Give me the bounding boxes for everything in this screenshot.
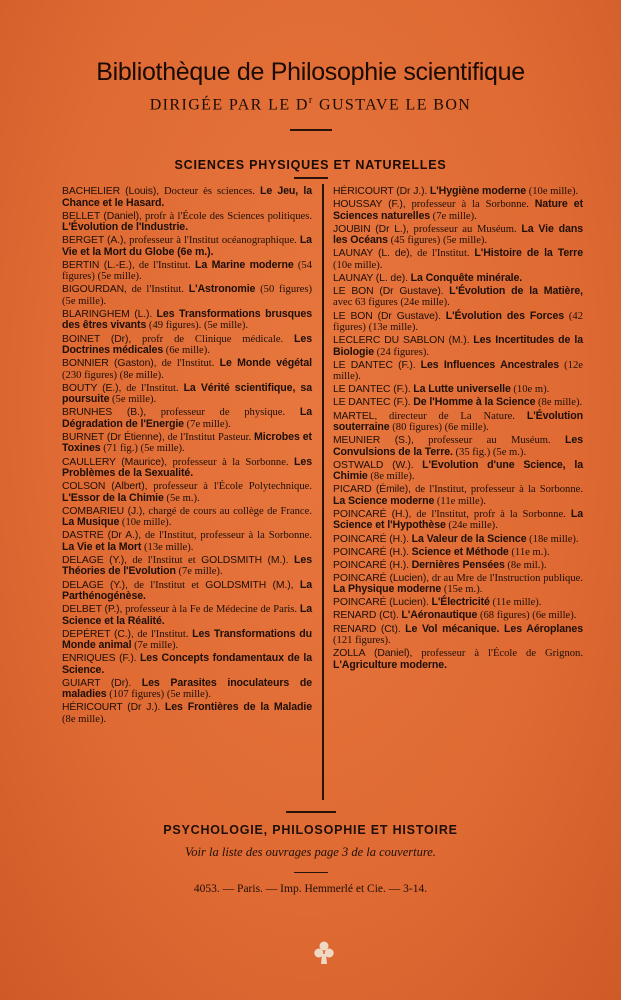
entry-extra: (10e mille). (333, 259, 383, 271)
entry-author: POINCARÉ (Lucien). (333, 597, 429, 609)
book-entry (62, 457, 312, 480)
entry-extra: (12e mille). (333, 359, 583, 383)
book-entry (62, 407, 312, 430)
entry-author: BERTIN (L.-E.), (62, 259, 135, 271)
entry-extra: (18e mille). (526, 533, 579, 545)
book-entry (333, 534, 583, 546)
entry-extra: (7e mille). (430, 210, 477, 222)
entry-author: HOUSSAY (F.), (333, 199, 406, 211)
entry-description: professeur à la Sorbonne. (167, 456, 295, 468)
entry-title: La Marine moderne (194, 258, 294, 271)
entry-extra: (5e mille). (109, 394, 157, 406)
entry-description: de l'Institut et (127, 579, 206, 591)
entry-extra: (10e mille). (119, 517, 172, 529)
book-entry (333, 435, 583, 458)
entry-title: Les Transformations brusques des êtres vivants (62, 307, 312, 332)
entry-author: MEUNIER (S.), (333, 435, 414, 447)
book-entry (333, 199, 583, 222)
entry-author: BOUTY (E.), (62, 382, 122, 394)
entry-description: profr à l'École des Sciences politiques. (141, 210, 312, 222)
entry-extra: (230 figures) (8e mille). (62, 369, 164, 381)
entry-author: BIGOURDAN, (62, 284, 127, 296)
book-entry (333, 597, 583, 609)
book-entry (62, 580, 312, 603)
entry-title: La Science moderne (333, 494, 435, 507)
book-entry (333, 335, 583, 358)
entry-extra: (7e mille). (131, 640, 179, 652)
entry-description: de l'Institut et (126, 554, 202, 566)
entry-author: COMBARIEU (J.), (62, 505, 145, 517)
book-entry (333, 648, 583, 671)
entry-description: Docteur ès sciences. (159, 186, 260, 197)
entry-author: BLARINGHEM (L.). (62, 308, 153, 320)
entry-extra: (11e m.). (508, 546, 550, 558)
book-entry (62, 530, 312, 553)
entry-title: La Conquête minérale. (410, 271, 523, 284)
entry-description (131, 678, 142, 689)
entry-description: professeur à la Fe de Médecine de Paris. (122, 604, 300, 616)
entry-title: La Science et l'Hypothèse (333, 507, 583, 532)
entry-author: BERGET (A.), (62, 235, 127, 247)
entry-author: DELAGE (Y.), (62, 579, 128, 591)
entry-description: de l'Institut. (121, 382, 184, 394)
entry-description: professeur de physique. (146, 407, 300, 419)
entry-title: La Valeur de la Science (411, 532, 527, 545)
entry-title: L'Évolution des Forces (445, 309, 565, 322)
entry-extra: (107 figures) (5e mille). (106, 689, 211, 701)
entry-title: L'Hygiène moderne (429, 185, 527, 197)
entry-extra: avec 63 figures (24e mille). (333, 297, 450, 309)
entry-extra: (8e mil.). (504, 559, 547, 571)
entry-extra: (24 figures). (374, 346, 430, 358)
book-entry (333, 186, 583, 198)
entry-title: Le Jeu, la Chance et le Hasard. (62, 185, 312, 209)
book-entry (62, 186, 312, 209)
entry-extra: (11e mille). (489, 597, 542, 609)
entry-title: La Parthénogénèse. (62, 578, 312, 602)
book-entry (62, 334, 312, 357)
entry-author: ZOLLA (Daniel), (333, 648, 413, 660)
entry-author: LE DANTEC (F.). (333, 384, 411, 396)
entry-description: professeur à la Sorbonne. (405, 199, 535, 211)
entry-description: professeur à l'École Polytechnique. (147, 481, 312, 493)
entry-title: De l'Homme à la Science (413, 396, 536, 409)
entry-title: La Lutte universelle (413, 383, 511, 396)
entry-author: LECLERC DU SABLON (M.). (333, 335, 470, 347)
psychology-heading: PSYCHOLOGIE, PHILOSOPHIE ET HISTOIRE (163, 823, 458, 837)
book-entry (62, 678, 312, 701)
entry-extra: (50 figures) (5e mille). (62, 284, 312, 307)
title-rule (290, 129, 332, 131)
entry-author: BONNIER (Gaston), (62, 358, 157, 370)
book-entry (333, 610, 583, 622)
entry-author: LAUNAY (L. de), (333, 248, 413, 260)
book-entry (62, 358, 312, 381)
entry-author: DELAGE (Y.), (62, 554, 127, 566)
entry-author: POINCARÉ (Lucien), (333, 572, 429, 584)
entry-title: Les Parasites inoculateurs de maladies (62, 676, 313, 701)
entry-description: profr de Clinique médicale. (131, 333, 295, 345)
entry-description: de l'Institut. (134, 259, 195, 271)
entry-author: MARTEL, (333, 410, 378, 422)
bottom-rule (286, 811, 336, 813)
entry-author: BRUNHES (B.), (62, 407, 147, 419)
entry-title: Le Monde végétal (219, 357, 312, 370)
entry-title: L'Électricité (431, 596, 490, 609)
page-subtitle (0, 95, 621, 114)
book-entry (333, 286, 583, 309)
entry-author: LE DANTEC (F.). (333, 359, 416, 371)
entry-extra: (10e m). (510, 384, 550, 396)
book-entry (333, 624, 583, 647)
subtitle-prefix: DIRIGÉE PAR LE D (149, 96, 309, 114)
book-entry (333, 484, 583, 507)
entry-author: POINCARÉ (H.), (333, 508, 412, 520)
entry-title: Les Théories de l'Evolution (62, 553, 312, 578)
entry-extra: (121 figures). (333, 635, 391, 647)
imprint-line: 4053. — Paris. — Imp. Hemmerlé et Cie. — 3-14. (193, 883, 428, 895)
entry-extra: (35 fig.) (5e m.). (452, 446, 527, 458)
book-entry (333, 248, 583, 271)
entry-title: La Dégradation de l'Energie (62, 406, 312, 430)
entry-extra: (11e mille). (434, 495, 486, 507)
book-entry (62, 653, 312, 676)
entry-author: POINCARÉ (H.). (333, 559, 409, 571)
entry-title: Les Incertitudes de la Biologie (333, 334, 583, 358)
book-entry (62, 555, 312, 578)
entry-author: LE BON (Dr Gustave). (333, 310, 441, 322)
left-column (62, 186, 312, 727)
entry-title: L'Essor de la Chimie (62, 491, 164, 504)
entry-coauthor: GOLDSMITH (M.), (205, 579, 294, 591)
entry-title: Les Convulsions de la Terre. (333, 434, 583, 458)
entry-title: Les Doctrines médicales (62, 332, 312, 357)
book-entry (62, 383, 312, 406)
entry-author: BACHELIER (Louis), (62, 186, 160, 197)
entry-title: Les Concepts fondamentaux de la Science. (62, 652, 312, 676)
entry-coauthor: GOLDSMITH (M.). (201, 554, 289, 566)
book-entry (333, 311, 583, 334)
book-entry (333, 509, 583, 532)
book-entry (62, 235, 312, 258)
fleuron-ornament (314, 940, 334, 966)
book-entry (333, 460, 583, 483)
entry-author: BELLET (Daniel), (62, 210, 142, 222)
entry-author: HÉRICOURT (Dr J.). (333, 186, 428, 197)
entry-title: Les Problèmes de la Sexualité. (62, 455, 312, 480)
book-entry (333, 360, 583, 383)
entry-description: professeur à l'Institut océanographique. (126, 235, 300, 247)
entry-extra: (5e m.). (163, 492, 200, 504)
entry-extra: (13e mille). (141, 541, 194, 553)
book-entry (333, 384, 583, 396)
column-divider (322, 184, 324, 800)
book-entry (333, 547, 583, 559)
entry-extra: (24e mille). (445, 520, 498, 532)
entry-title: L'Évolution de l'Industrie. (62, 221, 188, 234)
entry-description: de l'Institut Pasteur. (164, 431, 255, 443)
entry-extra: (42 figures) (13e mille). (333, 310, 583, 334)
entry-author: JOUBIN (Dr L.), (333, 223, 409, 235)
entry-extra: (54 figures) (5e mille). (62, 259, 313, 283)
entry-title: La Science et la Réalité. (62, 603, 312, 627)
entry-title: L'Evolution d'une Science, la Chimie (333, 458, 583, 483)
entry-title: Les Transformations du Monde animal (62, 627, 312, 652)
entry-author: CAULLERY (Maurice), (62, 456, 168, 468)
imprint-rule (294, 872, 328, 873)
entry-author: LAUNAY (L. de). (333, 272, 408, 284)
entry-extra: (8e mille). (535, 397, 583, 409)
book-entry (333, 560, 583, 572)
book-entry (333, 273, 583, 285)
entry-title: Dernières Pensées (411, 558, 505, 571)
entry-author: DEPÉRET (C.), (62, 628, 134, 640)
subtitle-sup: r (308, 95, 314, 106)
entry-title: L'Évolution de la Matière, (449, 284, 583, 297)
entry-description: professeur à l'École de Grignon. (412, 648, 583, 660)
entry-author: BOINET (Dr), (62, 333, 132, 345)
right-column (333, 186, 583, 673)
book-entry (62, 481, 312, 504)
entry-title: La Vie dans les Océans (333, 222, 583, 247)
entry-title: La Vie et la Mort du Globe (6e m.). (62, 234, 312, 258)
book-entry (62, 260, 312, 283)
entry-author: RENARD (Ct). (333, 623, 401, 635)
entry-author: RENARD (Ct). (333, 610, 399, 622)
entry-author: PICARD (Émile), (333, 484, 411, 496)
book-entry (62, 211, 312, 234)
entry-description: de l'Institut. (133, 628, 193, 640)
entry-description: chargé de cours au collège de France. (144, 505, 312, 517)
book-entry (62, 604, 312, 627)
entry-author: DASTRE (Dr A.), (62, 530, 142, 542)
entry-title: La Vie et la Mort (62, 540, 142, 553)
entry-extra: (68 figures) (6e mille). (477, 610, 577, 622)
entry-description: professeur au Muséum. (413, 435, 566, 447)
entry-title: L'Astronomie (188, 283, 256, 296)
entry-description: directeur de La Nature. (377, 410, 527, 422)
entry-extra: (10e mille). (526, 186, 579, 197)
section-rule (294, 177, 328, 179)
entry-title: Les Influences Ancestrales (420, 358, 560, 371)
entry-description: de l'Institut. (126, 284, 189, 296)
entry-description: de l'Institut, professeur à la Sorbonne. (141, 530, 312, 542)
entry-author: LE DANTEC (F.). (333, 397, 411, 409)
entry-author: ENRIQUES (F.). (62, 653, 137, 665)
entry-extra: (71 fig.) (5e mille). (100, 443, 185, 455)
entry-title: L'Aéronautique (401, 609, 478, 622)
book-entry (62, 506, 312, 529)
see-list-note: Voir la liste des ouvrages page 3 de la couverture. (185, 845, 436, 859)
entry-title: Nature et Sciences naturelles (333, 198, 584, 222)
book-entry (62, 702, 312, 725)
entry-title: Les Frontières de la Maladie (164, 701, 312, 714)
entry-extra: (7e mille). (175, 566, 223, 578)
book-entry (333, 573, 583, 596)
section-heading: SCIENCES PHYSIQUES ET NATURELLES (174, 158, 447, 172)
entry-author: POINCARÉ (H.). (333, 546, 409, 558)
entry-extra: (49 figures). (5e mille). (146, 320, 249, 332)
book-entry (62, 284, 312, 307)
entry-author: GUIART (Dr). (62, 677, 132, 689)
entry-title: La Physique moderne (333, 583, 442, 596)
entry-description: de l'Institut, profr à la Sorbonne. (411, 508, 571, 520)
book-entry (62, 629, 312, 652)
entry-extra: (8e mille). (367, 471, 415, 483)
entry-author: BURNET (Dr Étienne), (62, 431, 165, 443)
entry-author: LE BON (Dr Gustave). (333, 285, 444, 297)
book-entry (333, 411, 583, 434)
entry-title: L'Évolution souterraine (333, 409, 583, 434)
entry-description: de l'Institut, professeur à la Sorbonne. (410, 484, 584, 496)
book-entry (62, 309, 312, 332)
subtitle-suffix: GUSTAVE LE BON (313, 96, 472, 114)
page-title: Bibliothèque de Philosophie scientifique (96, 58, 525, 86)
entry-author: COLSON (Albert), (62, 481, 148, 493)
entry-extra: (8e mille). (62, 713, 107, 725)
entry-title: L'Agriculture moderne. (333, 658, 447, 671)
entry-extra: (7e mille). (183, 418, 231, 430)
entry-author: OSTWALD (W.). (333, 459, 414, 471)
entry-title: Science et Méthode (411, 545, 509, 558)
entry-description: dr au Mre de l'Instruction publique. (428, 572, 583, 584)
entry-description: de l'Institut. (156, 358, 220, 370)
entry-title: L'Histoire de la Terre (474, 247, 583, 260)
entry-author: HÉRICOURT (Dr J.). (62, 702, 161, 714)
entry-extra: (15e m.). (441, 584, 483, 596)
book-entry (333, 397, 583, 409)
entry-description: professeur au Muséum. (408, 223, 522, 235)
entry-author: DELBET (P.), (62, 604, 123, 616)
entry-extra: (6e mille). (163, 345, 210, 357)
entry-extra: (80 figures) (6e mille). (389, 422, 489, 434)
entry-author: POINCARÉ (H.). (333, 533, 409, 545)
entry-title: La Vérité scientifique, sa poursuite (62, 381, 312, 406)
entry-title: La Musique (62, 516, 120, 529)
entry-title: Microbes et Toxines (62, 430, 312, 455)
entry-title: Le Vol mécanique. Les Aéroplanes (405, 622, 583, 635)
book-entry (62, 432, 312, 455)
entry-extra: (45 figures) (5e mille). (387, 235, 488, 247)
entry-description: de l'Institut. (412, 248, 475, 260)
book-entry (333, 224, 583, 247)
entry-description (414, 460, 423, 471)
